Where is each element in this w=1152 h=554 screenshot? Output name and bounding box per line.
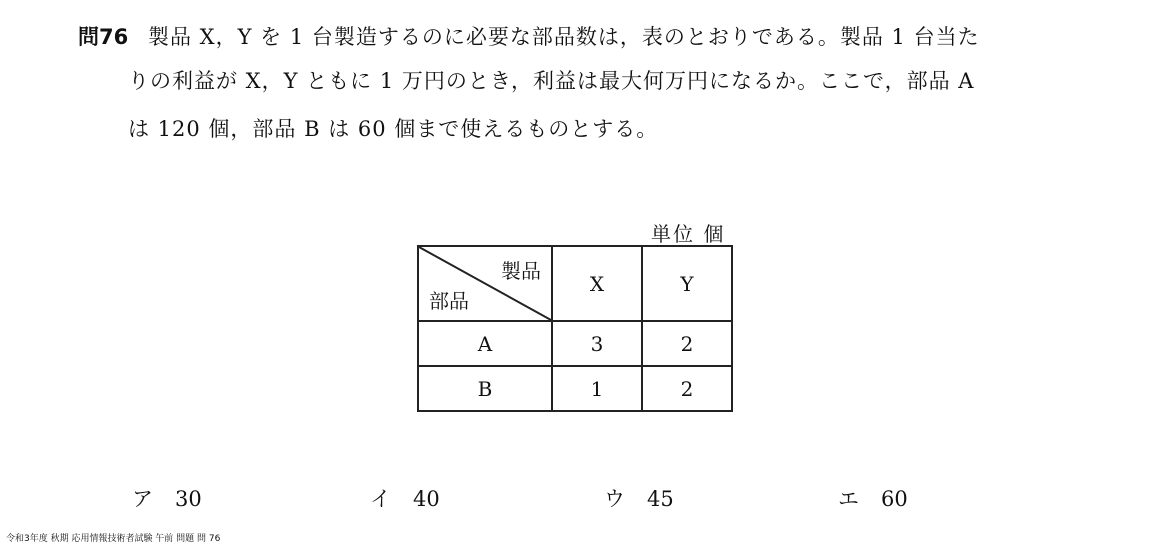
question-text-2: りの利益が X，Y ともに 1 万円のとき，利益は最大何万円になるか。ここで，部品 A (128, 69, 975, 93)
table-row (418, 366, 732, 411)
choice-u[interactable] (604, 483, 674, 513)
choice-value: 45 (647, 487, 674, 511)
table-unit-label: 単位 個 (651, 222, 726, 246)
row-x-value: 1 (552, 366, 642, 411)
footer-source: 令和3年度 秋期 応用情報技術者試験 午前 問題 問 76 (6, 534, 221, 544)
column-header-x: X (552, 246, 642, 321)
corner-part-label: 部品 (429, 289, 469, 313)
choice-value: 30 (175, 487, 202, 511)
choice-label: エ (838, 487, 859, 511)
question-text-3: は 120 個，部品 B は 60 個まで使えるものとする。 (128, 117, 659, 141)
choice-e[interactable] (838, 483, 908, 513)
table-header-row (418, 246, 732, 321)
column-header-y: Y (642, 246, 732, 321)
row-y-value: 2 (642, 366, 732, 411)
choice-label: ウ (604, 487, 625, 511)
row-x-value: 3 (552, 321, 642, 366)
choice-a[interactable] (132, 483, 202, 513)
question-number: 問76 (78, 25, 129, 49)
row-part-label: B (418, 366, 552, 411)
table-corner-cell (418, 246, 552, 321)
table-row (418, 321, 732, 366)
parts-table (417, 245, 733, 412)
question-text-1: 製品 X，Y を 1 台製造するのに必要な部品数は，表のとおりである。製品 1 台当た (148, 25, 980, 49)
choice-value: 60 (881, 487, 908, 511)
corner-product-label: 製品 (501, 259, 541, 283)
choice-value: 40 (413, 487, 440, 511)
choice-label: ア (132, 487, 153, 511)
choice-label: イ (370, 487, 391, 511)
row-y-value: 2 (642, 321, 732, 366)
choice-i[interactable] (370, 483, 440, 513)
row-part-label: A (418, 321, 552, 366)
